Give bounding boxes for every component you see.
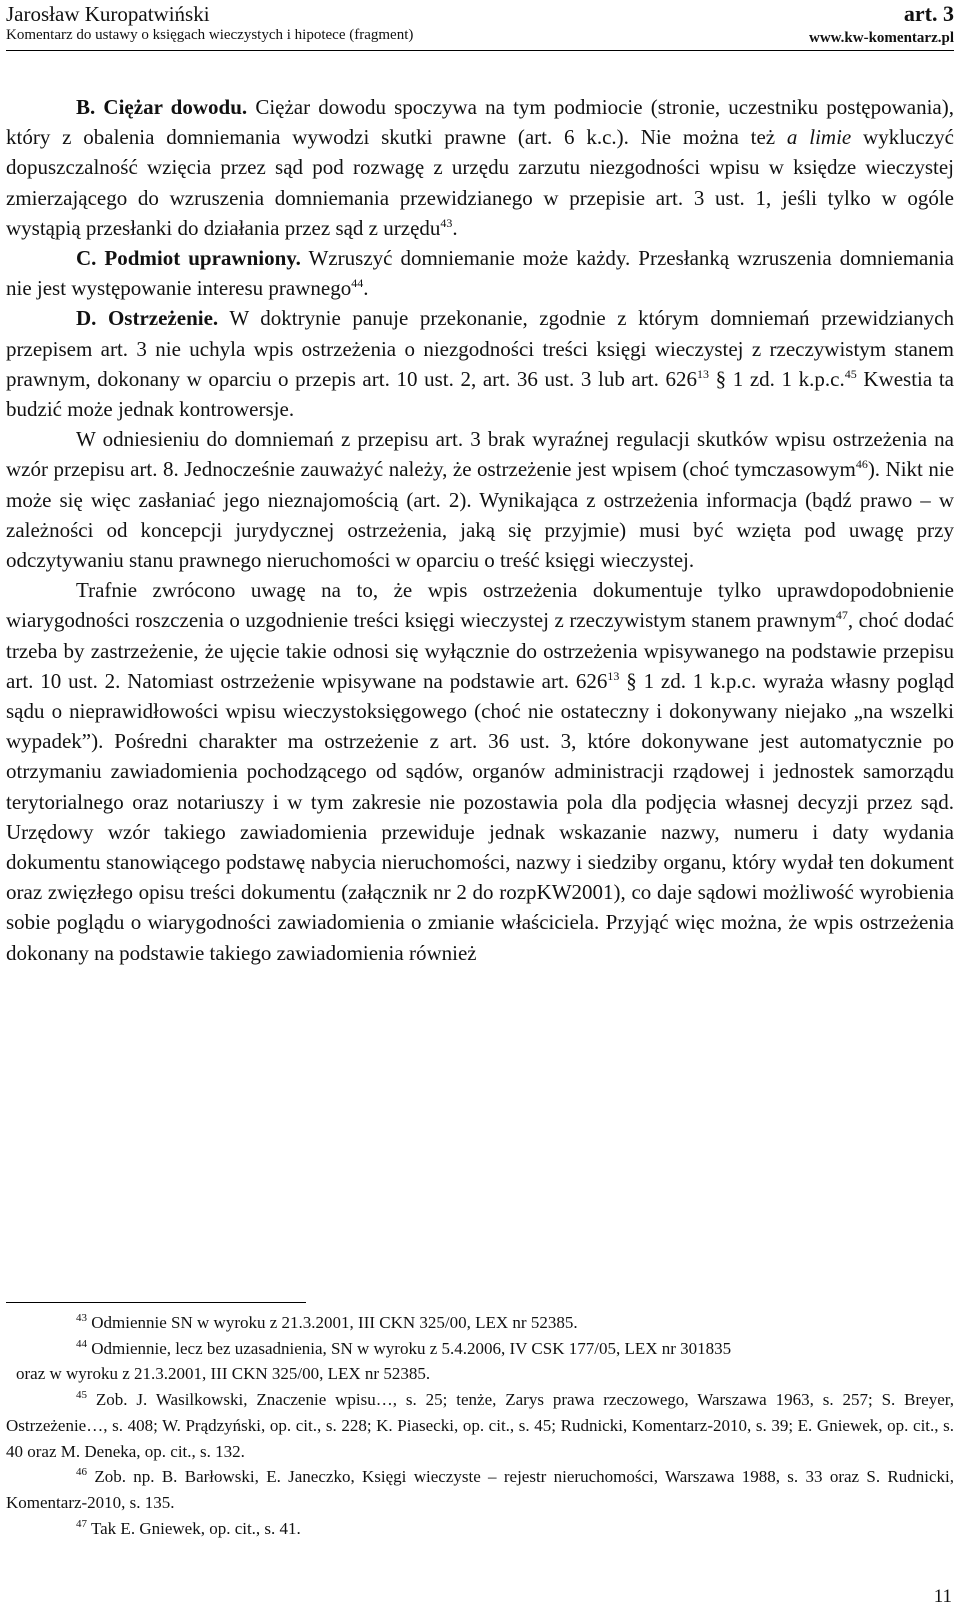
footnote-text: Tak E. Gniewek, op. cit., s. 41. [87, 1518, 301, 1538]
paragraph-entitled-subject [6, 243, 954, 303]
footnote-ref-43[interactable]: 43 [440, 215, 453, 230]
page-header [6, 0, 954, 50]
footnote-45 [6, 1387, 954, 1464]
paragraph-text: ). Nikt nie może się więc zasłaniać jego nieznajomością (art. 2). Wynikająca z ostrzeżenia informacja (bądź prawo – w zależności od koncepcji jurydycznej ostrzeżenia, jaką się przyjmie) musi być wzięta pod uwagę przy odczytywaniu stanu prawnego nieruchomości w oparciu o treść księgi wieczystej. [6, 457, 955, 573]
paragraph-text: Ciężar dowodu spoczywa na tym podmiocie (stronie, uczestniku postępowania), który z obalenia domniemania wywodzi skutki prawne (art. 6 k.c.). Nie można też [6, 95, 954, 150]
footnote-number: 47 [76, 1517, 87, 1530]
paragraph-text: wykluczyć dopuszczalność wzięcia przez sąd pod rozwagę z urzędu zarzutu niezgodności wpisu w księdze wieczystej zmierzającego do wzruszenia domniemania przewidzianego w przepisie art. 3 ust. 1, jeśli tylko w ogóle wystąpią przesłanki do działania przez sąd z urzędu [6, 125, 954, 240]
page-number: 11 [933, 1586, 952, 1607]
paragraph-text: W doktrynie panuje przekonanie, zgodnie z którym domniemań przewidzianych przepisem art. 3 nie uchyla wpis ostrzeżenia o niezgodności treści księgi wieczystej z rzeczywistym stanem prawnym, dokonany w oparciu o przepis art. 10 ust. 2, art. 36 ust. 3 lub art. 626 [6, 306, 954, 391]
paragraph-warning-entry [6, 575, 954, 968]
header-url[interactable]: www.kw-komentarz.pl [809, 30, 954, 46]
header-subtitle: Komentarz do ustawy o księgach wieczystych i hipotece (fragment) [6, 27, 414, 43]
footnote-text: Odmiennie SN w wyroku z 21.3.2001, III CKN 325/00, LEX nr 52385. [87, 1313, 578, 1332]
paragraph-text: Trafnie zwrócono uwagę na to, że wpis ostrzeżenia dokumentuje tylko uprawdopodobnienie wiarygodności roszczenia o uzgodnienie treści księgi wieczystej z rzeczywistym stanem prawnym [6, 578, 954, 633]
footnote-ref-46[interactable]: 46 [855, 457, 868, 472]
footnote-44-continuation: oraz w wyroku z 21.3.2001, III CKN 325/00, LEX nr 52385. [16, 1364, 431, 1384]
footnote-number: 43 [76, 1312, 87, 1324]
paragraph-text: Kwestia ta budzić może jednak kontrowersje. [6, 366, 954, 422]
footnote-43 [6, 1310, 954, 1336]
italic-phrase: a limie [786, 125, 852, 150]
paragraph-presumptions [6, 424, 954, 575]
section-label-d: D. Ostrzeżenie. [76, 306, 219, 331]
footnote-ref-47[interactable]: 47 [835, 608, 848, 623]
paragraph-text: . [363, 276, 369, 301]
footnote-44 [6, 1336, 954, 1362]
paragraph-text: § 1 zd. 1 k.p.c. [708, 366, 845, 391]
footnotes [6, 1310, 954, 1541]
section-label-b: B. Ciężar dowodu. [76, 95, 248, 119]
footnote-text: Zob. np. B. Barłowski, E. Janeczko, Księgi wieczyste – rejestr nieruchomości, Warszawa 1988, s. 33 oraz S. Rudnicki, Komentarz-2010, s. 135. [6, 1467, 954, 1512]
paragraph-text: W odniesieniu do domniemań z przepisu art. 3 brak wyraźnej regulacji skutków wpisu ostrzeżenia na wzór przepisu art. 8. Jednocześnie zauważyć należy, że ostrzeżenie jest wpisem (choć tymczasowym [6, 427, 954, 482]
superscript-13: 13 [607, 668, 620, 683]
paragraph-text: , choć dodać trzeba by zastrzeżenie, że ujęcie takie odnosi się wyłącznie do ostrzeżenia wpisywanego na podstawie przepisu art. 10 ust. 2. Natomiast ostrzeżenie wpisywane na podstawie art. 626 [6, 608, 954, 693]
paragraph-warning [6, 303, 954, 424]
paragraph-text: § 1 zd. 1 k.p.c. wyraża własny pogląd sądu o nieprawidłowości wpisu wieczystoksięgowego (choć nie ostateczny i dokonywany niejako „na wszelki wypadek”). Pośredni charakter ma ostrzeżenie z art. 36 ust. 3, które dokonywane jest automatycznie po otrzymaniu zawiadomienia pochodzącego od sądów, organów administracji rządowej i jednostek samorządu terytorialnego oraz notariuszy i w tym zakresie nie pozostawia pola dla podjęcia własnej decyzji przez sąd. Urzędowy wzór takiego zawiadomienia przewiduje jednak wskazanie nazwy, numeru i daty wydania dokumentu stanowiącego podstawę nabycia nieruchomości, nazwy i siedziby organu, który wydał ten dokument oraz zwięzłego opisu treści dokumentu (załącznik nr 2 do rozpKW2001), co daje sądowi możliwość wyrobienia sobie poglądu o wiarygodności zawiadomienia o zmianie właściciela. Przyjąć więc można, że wpis ostrzeżenia dokonany na podstawie takiego zawiadomienia również [6, 668, 954, 965]
superscript-13: 13 [696, 366, 709, 381]
paragraph-text: . [452, 215, 458, 240]
footnote-number: 44 [76, 1337, 87, 1350]
footnote-divider [6, 1302, 306, 1303]
footnote-ref-44[interactable]: 44 [351, 276, 364, 291]
footnote-text: Odmiennie, lecz bez uzasadnienia, SN w wyroku z 5.4.2006, IV CSK 177/05, LEX nr 301835 [87, 1338, 732, 1358]
section-label-c: C. Podmiot uprawniony. [76, 246, 301, 271]
main-text [6, 92, 954, 968]
footnote-46 [6, 1464, 954, 1515]
footnote-number: 46 [76, 1466, 87, 1479]
paragraph-text: Wzruszyć domniemanie może każdy. Przesłanką wzruszenia domniemania nie jest występowanie interesu prawnego [6, 246, 954, 301]
footnote-47 [6, 1516, 954, 1542]
header-article: art. 3 [903, 1, 954, 26]
footnote-ref-45[interactable]: 45 [844, 366, 857, 381]
header-divider [6, 50, 954, 51]
footnote-text: Zob. J. Wasilkowski, Znaczenie wpisu…, s. 25; tenże, Zarys prawa rzeczowego, Warszawa 1963, s. 257; S. Breyer, Ostrzeżenie…, s. 408; W. Prądzyński, op. cit., s. 228; K. Piasecki, op. cit., s. 45; Rudnicki, Komentarz-2010, s. 39; E. Gniewek, op. cit., s. 40 oraz M. Deneka, op. cit., s. 132. [6, 1390, 954, 1461]
header-author: Jarosław Kuropatwiński [6, 2, 210, 26]
footnote-number: 45 [76, 1389, 87, 1402]
paragraph-burden-of-proof [6, 92, 954, 243]
